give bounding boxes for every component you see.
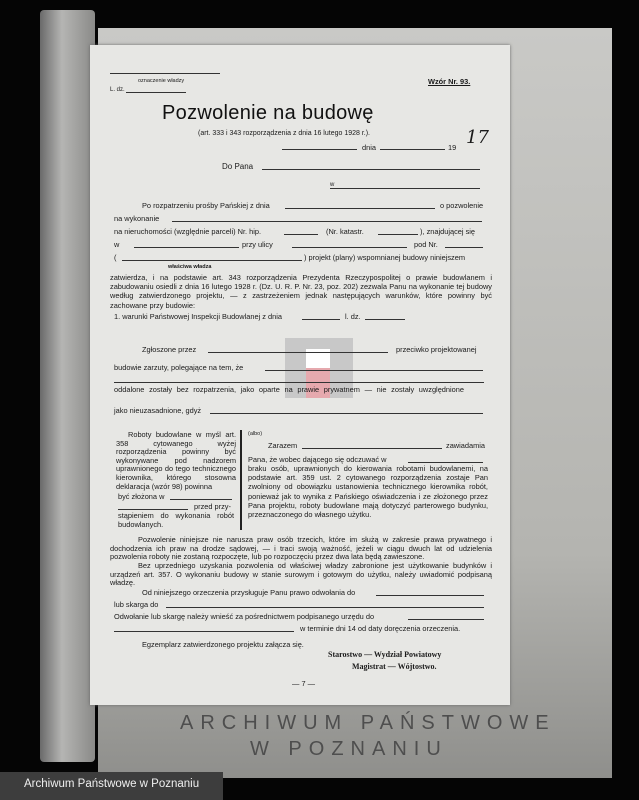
addressee-line <box>262 169 480 170</box>
fill-line <box>376 595 484 596</box>
text-line: zawiadamia <box>446 441 486 450</box>
fill-line <box>114 631 294 632</box>
paragraph-approval: zatwierdza, i na podstawie art. 343 rozporządzenia Prezydenta Rzeczypospolitej o prawie budowlanem i zabudowaniu osiedli z dnia 16 lutego 1928 r. (Dz. U. R. P. Nr. 23, poz. 202) zezwala Panu na wykonanie tej budowy według zatwierdzonego projektu, — z zastrzeżeniem jednak następujących warunków, które powinny być zachowane przy budowie: <box>110 273 492 310</box>
signature-authority-1: Starostwo — Wydział Powiatowy <box>328 650 442 659</box>
fill-line <box>134 247 239 248</box>
watermark-text: ARCHIWUM PAŃSTWOWE <box>180 712 556 734</box>
text-line: przy ulicy <box>242 240 273 249</box>
fill-line <box>445 247 483 248</box>
fill-line <box>302 448 442 449</box>
document-page <box>90 45 510 705</box>
text-line: ), znajdującej się <box>420 227 476 236</box>
fill-line <box>284 234 318 235</box>
place-label: w <box>330 182 335 188</box>
fill-line <box>122 260 302 261</box>
text-line: Egzemplarz zatwierdzonego projektu załącza się. <box>142 640 304 649</box>
text-line: Zgłoszone przez <box>142 345 197 354</box>
page-title: Pozwolenie na budowę <box>162 102 374 124</box>
left-column-text: Roboty budowlane w myśl art. 358 cytowanego wyżej rozporządzenia powinny być wykonywane pod nadzorem uprawnionego do tego technicznego kierownika, którego stosowna deklaracja (wzór 98) powinna <box>116 430 236 491</box>
text-line: jako nieuzasadnione, gdyż <box>114 406 202 415</box>
text-line: oddalone zostały bez rozpatrzenia, jako oparte na prawie prywatnem — nie zostały uwzględnione <box>114 385 465 394</box>
fill-line <box>172 221 482 222</box>
fill-line <box>118 509 188 510</box>
text-line: na nieruchomości (względnie parceli) Nr. hip. <box>114 227 262 236</box>
column-divider <box>240 430 242 530</box>
fill-line <box>292 247 407 248</box>
text-line: w terminie dni 14 od daty doręczenia orzeczenia. <box>300 624 461 633</box>
text-line: w <box>114 240 120 249</box>
fill-line <box>114 382 484 383</box>
fill-line <box>265 370 483 371</box>
fill-line <box>208 352 388 353</box>
text-line: na wykonanie <box>114 214 160 223</box>
text-line: (Nr. katastr. <box>326 227 364 236</box>
alt-label: (albo) <box>248 431 263 437</box>
right-column-text: braku osób, uprawnionych do kierowania robotami budowlanemi, na podstawie art. 359 ust. 2 cytowanego rozporządzenia zostaje Pan zwolniony od obowiązku ustanowienia technicznego kierownika robót, ponieważ jak to wynika z Pańskiego oświadczenia i ze złożonego przez Pana projektu, roboty budowlane mają dotyczyć parterowego budynku, przeznaczonego do własnego użytku. <box>248 464 488 520</box>
addressee-label: Do Pana <box>222 162 254 171</box>
fill-line <box>170 499 232 500</box>
text-line: przeciwko projektowanej <box>396 345 477 354</box>
text-line: Od niniejszego orzeczenia przysługuje Panu prawo odwołania do <box>142 588 356 597</box>
form-number: Wzór Nr. 93. <box>428 77 471 86</box>
date-line <box>380 149 445 150</box>
text-line: l. dz. <box>345 312 361 321</box>
signature-authority-2: Magistrat — Wójtostwo. <box>352 662 437 671</box>
page-number: — 7 — <box>292 679 315 688</box>
authority-line <box>110 73 220 74</box>
text-line: pod Nr. <box>414 240 438 249</box>
folded-page-edge <box>40 10 95 762</box>
text-line: być złożona w <box>118 492 165 501</box>
text-line: ( <box>114 253 117 262</box>
archive-label: Archiwum Państwowe w Poznaniu <box>0 772 223 800</box>
ref-line <box>126 92 186 93</box>
subtitle: (art. 333 i 343 rozporządzenia z dnia 16 lutego 1928 r.). <box>198 130 370 137</box>
watermark-text: W POZNANIU <box>250 738 448 760</box>
text-line: przed przy- <box>194 502 231 511</box>
fill-line <box>365 319 405 320</box>
text-line: o pozwolenie <box>440 201 484 210</box>
text-line: Zarazem <box>268 441 298 450</box>
text-line: Pana, że wobec dającego się odczuwać w <box>248 455 387 464</box>
handwritten-year: 17 <box>466 127 489 148</box>
fill-line <box>210 413 483 414</box>
fill-line <box>378 234 418 235</box>
text-line: Po rozpatrzeniu prośby Pańskiej z dnia <box>142 201 270 210</box>
text-line: stąpieniem do wykonania robót budowlanych. <box>118 511 234 529</box>
place-line-2 <box>330 188 480 189</box>
text-line: Odwołanie lub skargę należy wnieść za pośrednictwem podpisanego urzędu do <box>114 612 375 621</box>
fill-line <box>408 619 484 620</box>
authority-label: oznaczenie władzy <box>138 78 185 84</box>
year-prefix: 19 <box>448 143 457 152</box>
authority-caption: właściwa władza <box>168 264 212 270</box>
text-line: ) projekt (plany) wspomnianej budowy niniejszem <box>304 253 466 262</box>
paragraph-usage: Bez uprzedniego uzyskania pozwolenia od właściwej władzy zabronione jest użytkowanie budynków i urządzeń art. 357. O wykonaniu budowy w stanie surowym i gotowym do użytku, należy uwiadomić podpisaną władzę. <box>110 561 492 588</box>
fill-line <box>302 319 340 320</box>
fill-line <box>408 462 483 463</box>
fill-line <box>285 208 435 209</box>
text-line: lub skarga do <box>114 600 159 609</box>
condition-1: 1. warunki Państwowej Inspekcji Budowlanej z dnia <box>114 312 283 321</box>
paragraph-validity: Pozwolenie niniejsze nie narusza praw osób trzecich, które im służą w zakresie prawa prywatnego i dochodzenia ich praw na drodze sądowej, — i traci swoją ważność, jeżeli w ciągu dwuch lat od udzielenia pozwolenia roboty nie zostaną rozpoczęte, lub po rozpoczęciu przez dwa lata będą zawieszone. <box>110 535 492 562</box>
place-line <box>282 149 357 150</box>
ref-label: L. dz. <box>110 87 125 93</box>
date-label: dnia <box>362 143 376 152</box>
fill-line <box>166 607 484 608</box>
text-line: budowie zarzuty, polegające na tem, że <box>114 363 244 372</box>
